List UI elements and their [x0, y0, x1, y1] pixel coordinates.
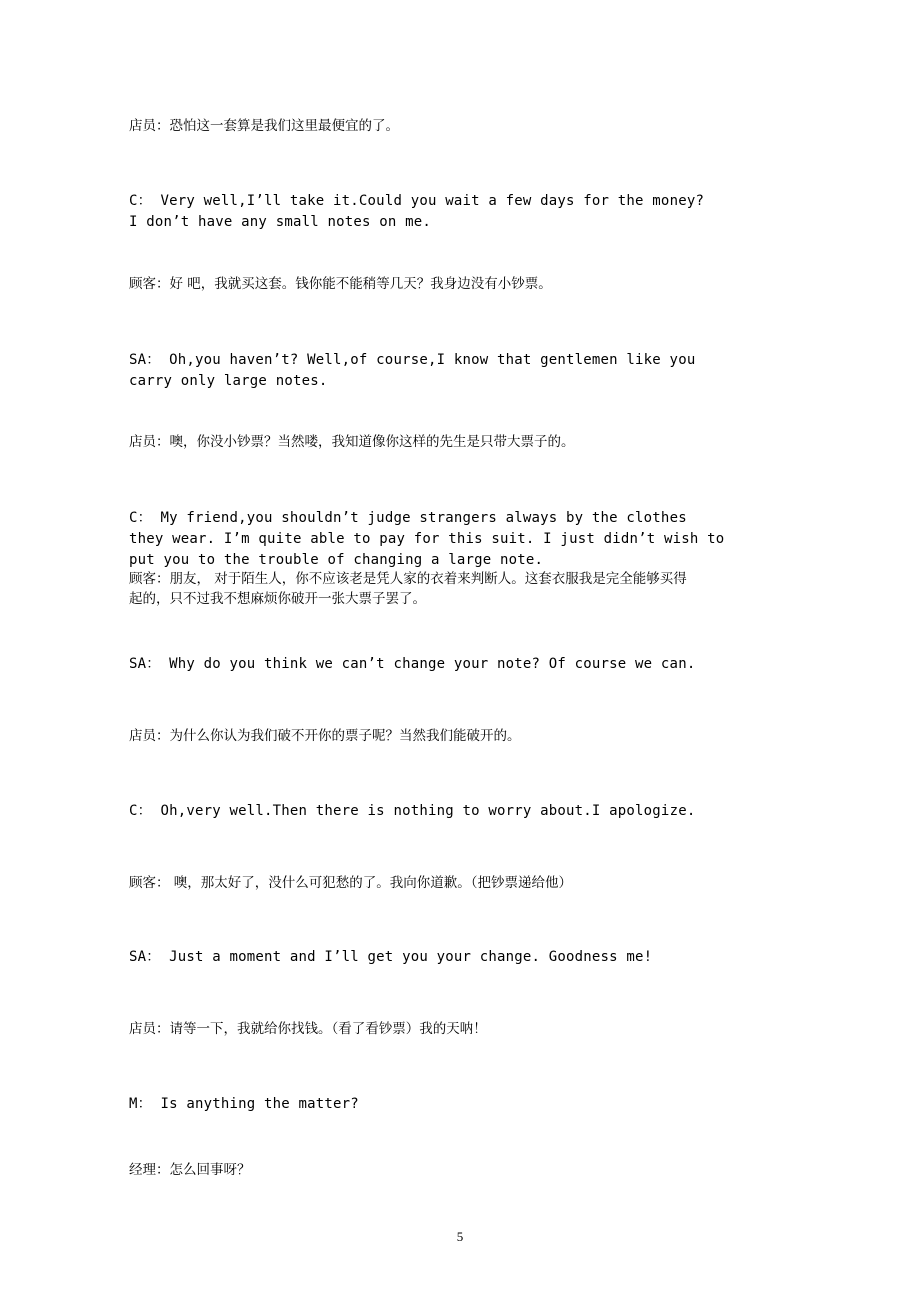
speaker-label: SA： — [129, 352, 170, 368]
dialogue-line-4 — [129, 350, 729, 392]
speaker-label: 店员： — [129, 434, 170, 450]
dialogue-line-15 — [129, 1160, 729, 1180]
speaker-label: M： — [129, 1096, 161, 1112]
speaker-label: 顾客： — [129, 276, 170, 292]
line-text: 好 吧，我就买这套。钱你能不能稍等几天？我身边没有小钞票。 — [169, 276, 552, 292]
dialogue-line-6 — [129, 508, 734, 571]
line-text: Just a moment and I’ll get you your change. Goodness me! — [169, 949, 653, 965]
dialogue-line-10 — [129, 801, 729, 822]
dialogue-line-13 — [129, 1019, 729, 1039]
dialogue-line-9 — [129, 726, 729, 746]
line-text: Oh,very well.Then there is nothing to worry about.I apologize. — [160, 803, 696, 819]
line-text: Very well,I’ll take it.Could you wait a few days for the money? I don’t have any small notes on me. — [129, 193, 713, 230]
dialogue-line-11 — [129, 873, 729, 893]
line-text: Is anything the matter? — [160, 1096, 359, 1112]
line-text: 朋友， 对于陌生人，你不应该老是凭人家的衣着来判断人。这套衣服我是完全能够买得起的，只不过我不想麻烦你破开一张大票子罢了。 — [129, 571, 687, 607]
speaker-label: C： — [129, 510, 161, 526]
line-text: 恐怕这一套算是我们这里最便宜的了。 — [169, 118, 399, 134]
dialogue-line-1 — [129, 116, 729, 136]
dialogue-line-12 — [129, 947, 729, 968]
line-text: 为什么你认为我们破不开你的票子呢？当然我们能破开的。 — [169, 728, 521, 744]
speaker-label: SA： — [129, 656, 170, 672]
speaker-label: 店员： — [129, 728, 170, 744]
dialogue-line-7 — [129, 569, 689, 609]
line-text: 噢，那太好了，没什么可犯愁的了。我向你道歉。（把钞票递给他） — [173, 875, 573, 891]
speaker-label: C： — [129, 803, 161, 819]
dialogue-line-2 — [129, 191, 713, 233]
line-text: Oh,you haven’t? Well,of course,I know that gentlemen like you carry only large notes. — [129, 352, 705, 389]
speaker-label: 顾客： — [129, 875, 174, 891]
dialogue-line-5 — [129, 432, 729, 452]
line-text: 请等一下，我就给你找钱。（看了看钞票）我的天呐！ — [169, 1021, 487, 1037]
speaker-label: SA： — [129, 949, 170, 965]
line-text: 噢，你没小钞票？当然喽，我知道像你这样的先生是只带大票子的。 — [169, 434, 575, 450]
line-text: 怎么回事呀？ — [169, 1162, 251, 1178]
speaker-label: C： — [129, 193, 161, 209]
speaker-label: 顾客： — [129, 571, 170, 587]
page-number: 5 — [456, 1229, 464, 1244]
dialogue-line-8 — [129, 654, 729, 675]
speaker-label: 店员： — [129, 118, 170, 134]
dialogue-line-3 — [129, 274, 729, 294]
dialogue-line-14 — [129, 1094, 729, 1115]
speaker-label: 经理： — [129, 1162, 170, 1178]
line-text: Why do you think we can’t change your note? Of course we can. — [169, 656, 696, 672]
speaker-label: 店员： — [129, 1021, 170, 1037]
line-text: My friend,you shouldn’t judge strangers always by the clothes they wear. I’m quite able to pay for this suit. I just didn’t wish to put you to the trouble of changing a large note. — [129, 510, 734, 568]
